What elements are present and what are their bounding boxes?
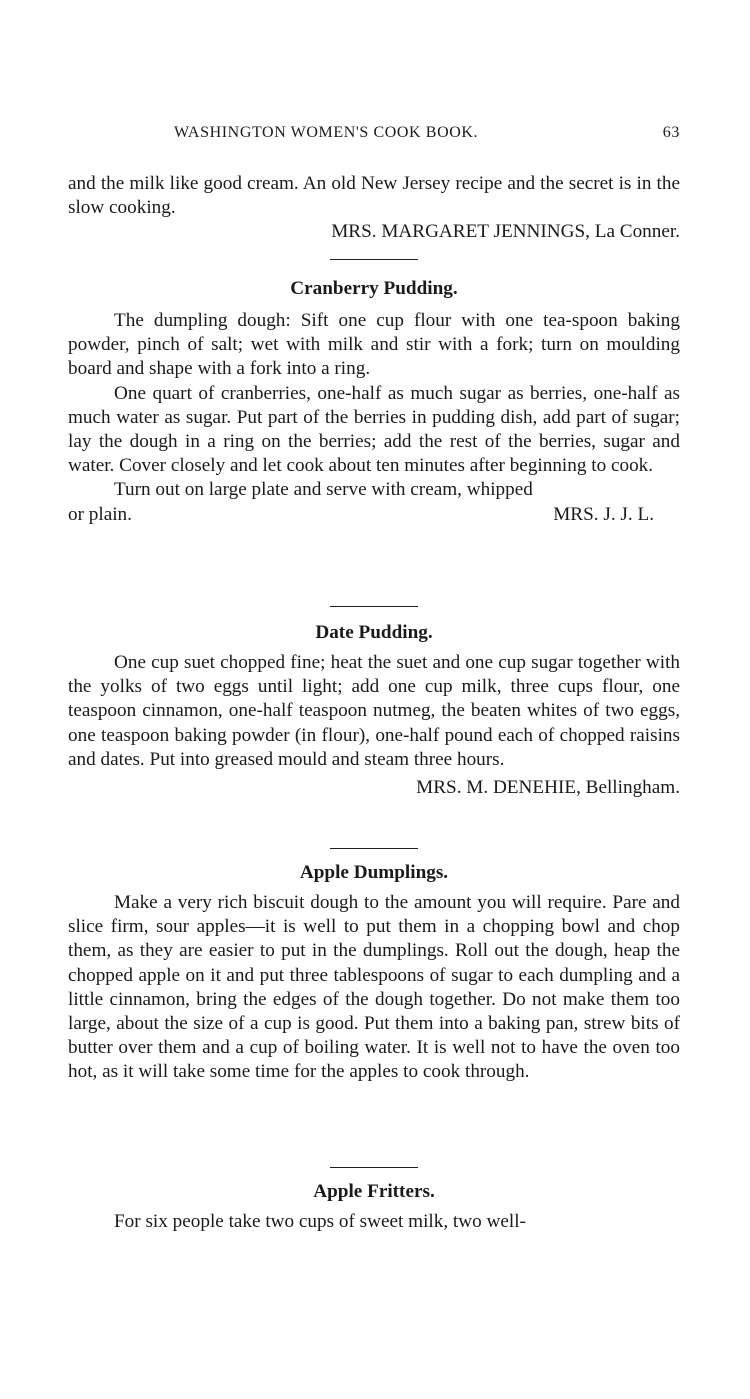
date-paragraph-1: One cup suet chopped fine; heat the suet and one cup sugar together with the yolks of two eggs until light; add one cup milk, three cups flour, one teaspoon cinnamon, one-half teaspoon nutmeg, the beaten whites of two eggs, one teaspoon baking powder (in flour), one-half pound each of chopped raisins and dates. Put into greased mould and steam three hours.: [68, 652, 680, 770]
header-title: WASHINGTON WOMEN'S COOK BOOK.: [174, 124, 479, 141]
apple-dumplings-title: Apple Dumplings.: [299, 862, 449, 883]
section-divider: [68, 259, 680, 260]
date-title: Date Pudding.: [315, 622, 433, 643]
cranberry-paragraph-3-end: or plain.: [68, 503, 132, 525]
date-signature: MRS. M. DENEHIE, Bellingham.: [416, 777, 680, 799]
cranberry-title: Cranberry Pudding.: [290, 278, 458, 299]
apple-fritters-title: Apple Fritters.: [313, 1181, 435, 1202]
page-number: 63: [662, 124, 680, 141]
cranberry-section: [68, 277, 680, 527]
intro-signature: MRS. MARGARET JENNINGS, La Conner.: [331, 221, 680, 243]
apple-dumplings-section: [68, 861, 680, 1085]
cranberry-paragraph-1: The dumpling dough: Sift one cup flour with one tea-spoon baking powder, pinch of salt; wet with milk and stir with a fork; turn on moulding board and shape with a fork into a ring.: [68, 310, 680, 380]
section-divider: [68, 606, 680, 607]
apple-fritters-section: [68, 1180, 680, 1234]
intro-section: [68, 172, 680, 245]
cranberry-closing-line: [68, 503, 680, 527]
date-section: [68, 621, 680, 800]
section-divider: [68, 1167, 680, 1168]
apple-dumplings-paragraph-1: Make a very rich biscuit dough to the amount you will require. Pare and slice firm, sour apples—it is well to put them in a chopping bowl and chop them, as they are easier to put in the dumplings. Roll out the dough, heap the chopped apple on it and put three tablespoons of sugar to each dumpling and a little cinnamon, bring the edges of the dough together. Do not make them too large, about the size of a cup is good. Put them into a baking pan, strew bits of butter over them and a cup of boiling water. It is well not to have the oven too hot, as it will take some time for the apples to cook through.: [68, 892, 680, 1083]
apple-fritters-paragraph-1: For six people take two cups of sweet milk, two well-: [114, 1211, 526, 1232]
intro-text: and the milk like good cream. An old New Jersey recipe and the secret is in the slow cooking.: [68, 173, 680, 219]
cranberry-signature: MRS. J. J. L.: [553, 503, 654, 525]
section-divider: [68, 848, 680, 849]
cranberry-paragraph-3: Turn out on large plate and serve with cream, whipped: [114, 479, 533, 501]
running-header: [68, 124, 680, 148]
cranberry-paragraph-2: One quart of cranberries, one-half as much sugar as berries, one-half as much water as sugar. Put part of the berries in pudding dish, add part of sugar; lay the dough in a ring on the berries; add the rest of the berries, sugar and water. Cover closely and let cook about ten minutes after beginning to cook.: [68, 382, 680, 477]
